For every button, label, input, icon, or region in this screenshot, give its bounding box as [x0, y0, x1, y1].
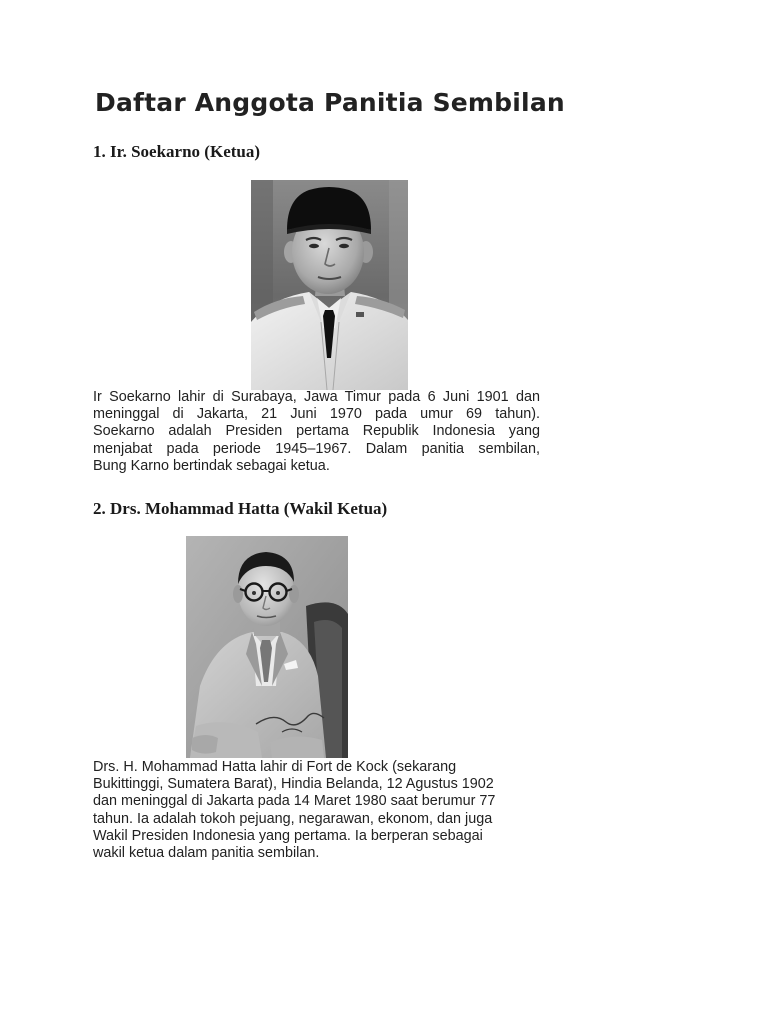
bio-line: tahun. Ia adalah tokoh pejuang, negarawan, ekonom, dan juga	[93, 810, 493, 827]
bio-line: Bukittinggi, Sumatera Barat), Hindia Belanda, 12 Agustus 1902	[93, 776, 494, 793]
document-title: Daftar Anggota Panitia Sembilan	[95, 88, 565, 117]
bio-line: Drs. H. Mohammad Hatta lahir di Fort de Kock (sekarang	[93, 759, 457, 775]
portrait-photo-soekarno	[251, 180, 408, 390]
portrait-photo-hatta	[186, 536, 348, 758]
bio-line: Ir Soekarno lahir di Surabaya, Jawa Timur pada 6 Juni 1901 dan	[93, 389, 540, 405]
member-heading-soekarno: 1. Ir. Soekarno (Ketua)	[93, 142, 261, 161]
member-bio-soekarno	[93, 389, 540, 475]
bio-line: dan meninggal di Jakarta pada 14 Maret 1980 saat berumur 77	[93, 793, 496, 810]
member-heading-hatta: 2. Drs. Mohammad Hatta (Wakil Ketua)	[93, 499, 388, 518]
bio-line: meninggal di Jakarta, 21 Juni 1970 pada umur 69 tahun).	[93, 406, 540, 423]
bio-line: menjabat pada periode 1945–1967. Dalam panitia sembilan,	[93, 440, 540, 457]
bio-line: Wakil Presiden Indonesia yang pertama. Ia berperan sebagai	[93, 827, 483, 844]
member-bio-hatta	[93, 759, 553, 862]
bio-line: Bung Karno bertindak sebagai ketua.	[93, 457, 330, 474]
bio-line: wakil ketua dalam panitia sembilan.	[93, 845, 320, 862]
bio-line: Soekarno adalah Presiden pertama Republik Indonesia yang	[93, 423, 540, 440]
